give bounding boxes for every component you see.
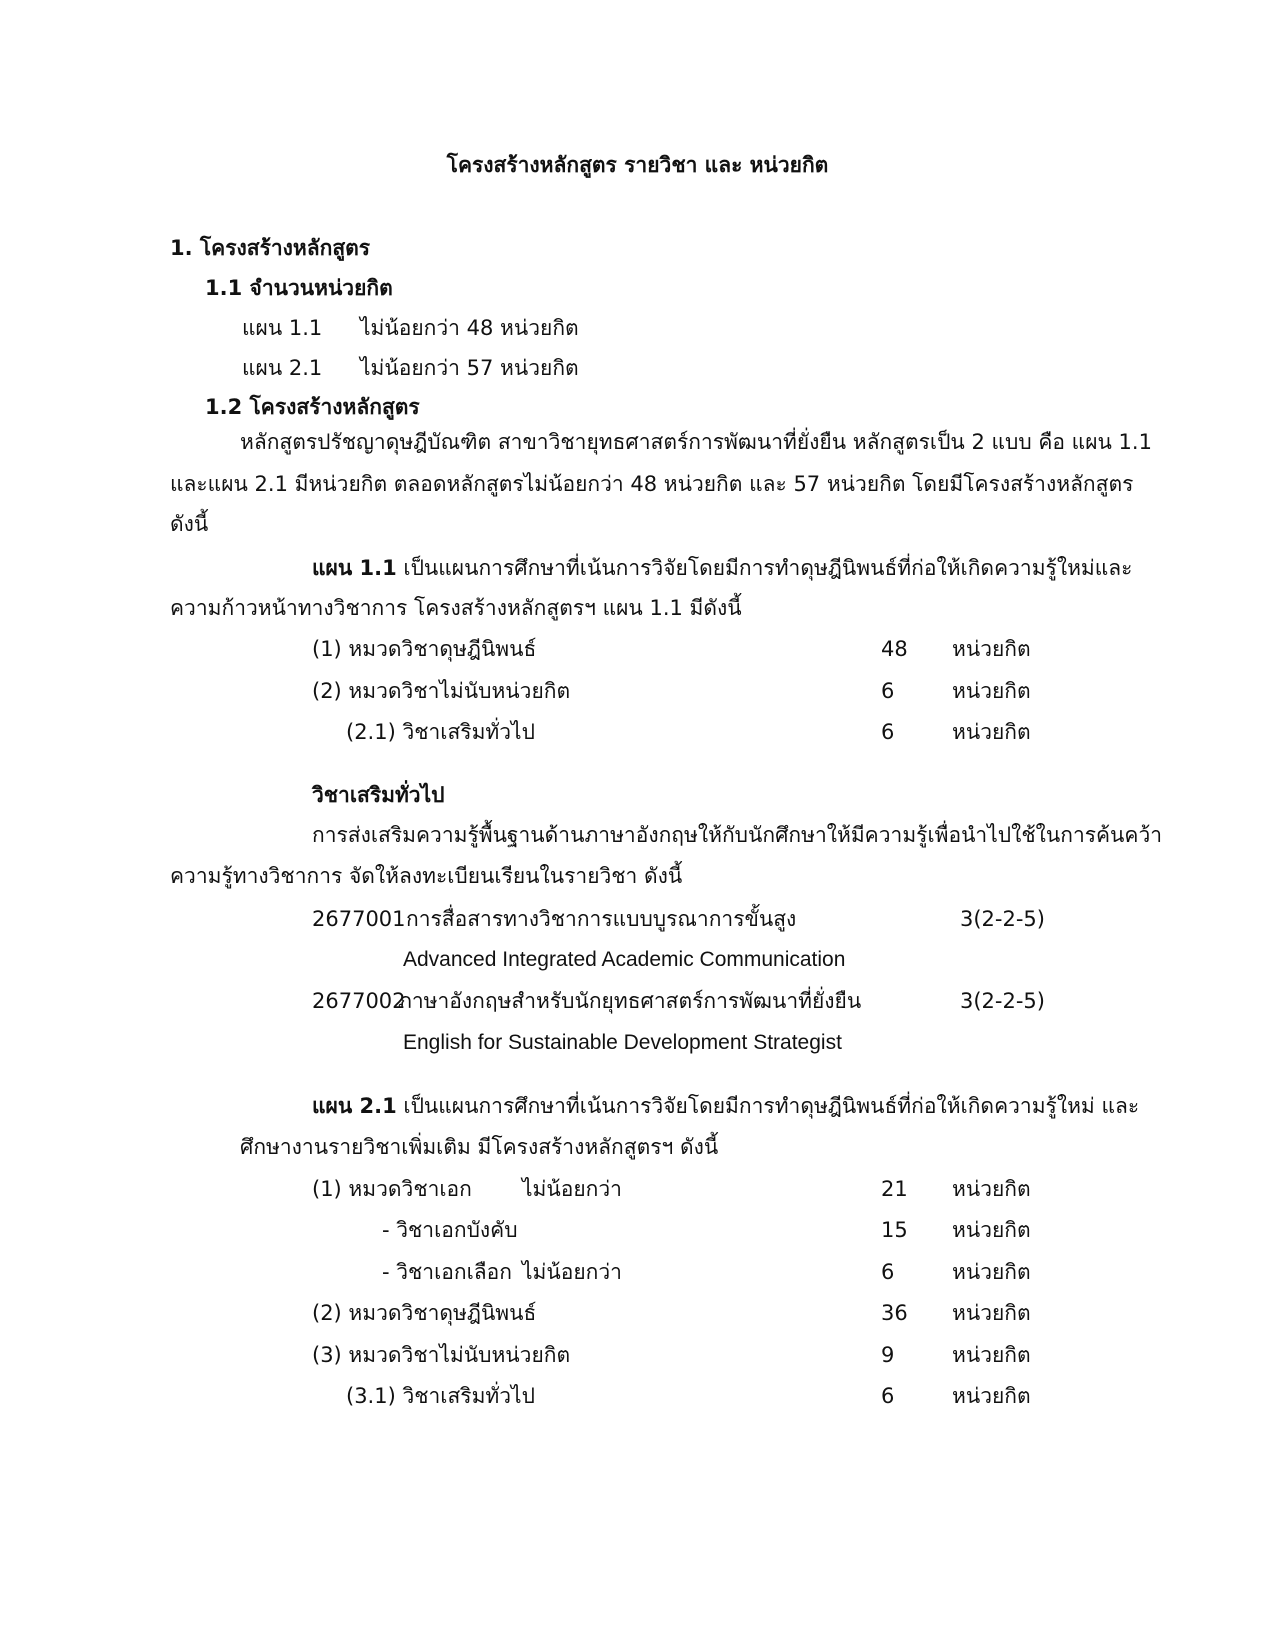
plan-1-1-description: เป็นแผนการศึกษาที่เน้นการวิจัยโดยมีการทำดุษฎีนิพนธ์ที่ก่อให้เกิดความรู้ใหม่และ <box>396 556 1133 580</box>
plan-2-1-row-qualifier: ไม่น้อยกว่า <box>522 1260 622 1284</box>
plan-2-1-row-unit: หน่วยกิต <box>952 1260 1031 1284</box>
section-1-heading: 1. โครงสร้างหลักสูตร <box>170 236 371 260</box>
plan-2-1-description: เป็นแผนการศึกษาที่เน้นการวิจัยโดยมีการทำดุษฎีนิพนธ์ที่ก่อให้เกิดความรู้ใหม่ และ <box>396 1094 1140 1118</box>
intro-paragraph-line: หลักสูตรปรัชญาดุษฎีบัณฑิต สาขาวิชายุทธศาสตร์การพัฒนาที่ยั่งยืน หลักสูตรเป็น 2 แบบ คือ แผน 1.1 <box>240 430 1152 454</box>
course-thai-name: การสื่อสารทางวิชาการแบบบูรณาการขั้นสูง <box>406 907 797 931</box>
credit-plan-label: แผน 1.1 <box>242 316 323 340</box>
course-credits: 3(2-2-5) <box>960 907 1045 931</box>
plan-2-1-row-credits: 9 <box>881 1343 895 1367</box>
course-english-name: Advanced Integrated Academic Communication <box>403 948 846 971</box>
plan-2-1-row-unit: หน่วยกิต <box>952 1301 1031 1325</box>
general-subjects-description: การส่งเสริมความรู้พื้นฐานด้านภาษาอังกฤษให้กับนักศึกษาให้มีความรู้เพื่อนำไปใช้ในการค้นคว้า <box>312 823 1163 847</box>
intro-paragraph-line: ดังนี้ <box>170 512 209 536</box>
course-english-name: English for Sustainable Development Strategist <box>403 1031 842 1054</box>
plan-2-1-row-credits: 6 <box>881 1260 895 1284</box>
plan-1-1-row-item: (2) หมวดวิชาไม่นับหน่วยกิต <box>312 679 571 703</box>
credit-plan-requirement: ไม่น้อยกว่า 57 หน่วยกิต <box>360 356 579 380</box>
plan-1-1-row-credits: 6 <box>881 720 895 744</box>
general-subjects-heading: วิชาเสริมทั่วไป <box>312 783 445 807</box>
plan-2-1-row-item: (3.1) วิชาเสริมทั่วไป <box>346 1384 535 1408</box>
subsection-1-1-heading: 1.1 จำนวนหน่วยกิต <box>205 276 393 300</box>
plan-1-1-row-item: (1) หมวดวิชาดุษฎีนิพนธ์ <box>312 637 537 661</box>
plan-1-1-label: แผน 1.1 <box>312 556 397 580</box>
plan-1-1-row-unit: หน่วยกิต <box>952 720 1031 744</box>
page-title: โครงสร้างหลักสูตร รายวิชา และ หน่วยกิต <box>446 153 829 177</box>
plan-2-1-intro <box>312 1091 1139 1121</box>
plan-2-1-label: แผน 2.1 <box>312 1094 397 1118</box>
general-subjects-description-continued: ความรู้ทางวิชาการ จัดให้ลงทะเบียนเรียนในรายวิชา ดังนี้ <box>170 864 683 888</box>
course-code: 2677002 <box>312 989 406 1013</box>
plan-2-1-row-item: (3) หมวดวิชาไม่นับหน่วยกิต <box>312 1343 571 1367</box>
plan-2-1-row-item: (1) หมวดวิชาเอก <box>312 1177 472 1201</box>
intro-paragraph-line: และแผน 2.1 มีหน่วยกิต ตลอดหลักสูตรไม่น้อยกว่า 48 หน่วยกิต และ 57 หน่วยกิต โดยมีโครงสร้างหลักสูตร <box>170 472 1134 496</box>
plan-1-1-row-credits: 6 <box>881 679 895 703</box>
plan-2-1-row-credits: 15 <box>881 1218 908 1242</box>
plan-1-1-description-continued: ความก้าวหน้าทางวิชาการ โครงสร้างหลักสูตรฯ แผน 1.1 มีดังนี้ <box>170 596 742 620</box>
course-credits: 3(2-2-5) <box>960 989 1045 1013</box>
subsection-1-2-heading: 1.2 โครงสร้างหลักสูตร <box>205 395 420 419</box>
plan-1-1-row-unit: หน่วยกิต <box>952 679 1031 703</box>
plan-2-1-row-item: - วิชาเอกบังคับ <box>382 1218 518 1242</box>
plan-2-1-row-unit: หน่วยกิต <box>952 1177 1031 1201</box>
plan-2-1-row-credits: 36 <box>881 1301 908 1325</box>
plan-1-1-intro <box>312 553 1132 583</box>
plan-2-1-row-qualifier: ไม่น้อยกว่า <box>522 1177 622 1201</box>
plan-1-1-row-item: (2.1) วิชาเสริมทั่วไป <box>346 720 535 744</box>
plan-2-1-row-item: (2) หมวดวิชาดุษฎีนิพนธ์ <box>312 1301 537 1325</box>
credit-plan-requirement: ไม่น้อยกว่า 48 หน่วยกิต <box>360 316 579 340</box>
plan-2-1-row-unit: หน่วยกิต <box>952 1218 1031 1242</box>
plan-2-1-row-unit: หน่วยกิต <box>952 1343 1031 1367</box>
plan-1-1-row-unit: หน่วยกิต <box>952 637 1031 661</box>
plan-2-1-row-item: - วิชาเอกเลือก <box>382 1260 512 1284</box>
credit-plan-label: แผน 2.1 <box>242 356 323 380</box>
plan-2-1-row-unit: หน่วยกิต <box>952 1384 1031 1408</box>
plan-2-1-row-credits: 21 <box>881 1177 908 1201</box>
plan-1-1-row-credits: 48 <box>881 637 908 661</box>
course-thai-name: ภาษาอังกฤษสำหรับนักยุทธศาสตร์การพัฒนาที่ยั่งยืน <box>398 989 862 1013</box>
plan-2-1-description-continued: ศึกษางานรายวิชาเพิ่มเติม มีโครงสร้างหลักสูตรฯ ดังนี้ <box>240 1135 719 1159</box>
course-code: 2677001 <box>312 907 406 931</box>
plan-2-1-row-credits: 6 <box>881 1384 895 1408</box>
